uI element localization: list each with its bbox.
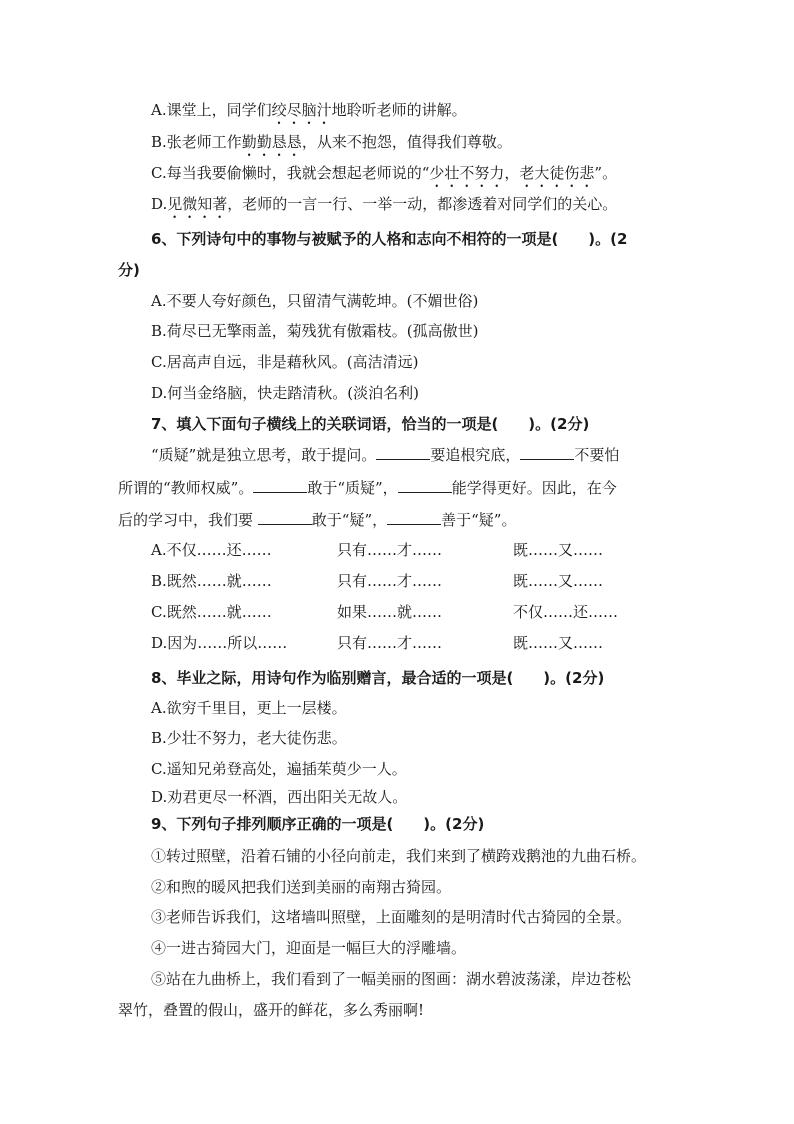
q7-option-c-col1: C.既然……就…… [151,603,272,621]
text: 善于“疑”。 [441,511,517,529]
q7-option-a-col1: A.不仅……还…… [151,541,272,559]
q6-option-c: C.居高声自远，非是藉秋风。(高洁清远) [151,353,419,371]
answer-blank [398,478,452,493]
text: 能学得更好。因此，在今 [451,479,617,497]
dotted-text: 见微知著 [167,195,228,213]
q7-option-c-col3: 不仅……还…… [513,603,619,621]
q7-option-a-col3: 既……又…… [513,541,604,559]
dotted-text: 勤勤恳恳 [241,133,302,151]
text: ，老师的一言一行、一举一动，都渗透着对同学们的关心。 [227,195,618,213]
text: 地聆听老师的讲解。 [331,101,467,119]
q5-option-a [151,100,467,128]
q9-stem: 9、下列句子排列顺序正确的一项是( )。(2分) [151,815,485,833]
q6-stem: 6、下列诗句中的事物与被赋予的人格和志向不相符的一项是( )。(2 [151,230,628,248]
dotted-text: 绞尽脑汁 [271,101,332,119]
q7-option-d-col2: 只有……才…… [337,634,443,652]
text: ”。 [594,164,618,182]
q7-option-d-col3: 既……又…… [513,634,604,652]
text: 不要怕 [574,446,620,464]
q7-option-b-col1: B.既然……就…… [151,572,272,590]
answer-blank [387,510,441,525]
q7-passage-line2 [118,478,617,498]
text: 要追根究底， [430,446,521,464]
q9-sentence-2: ②和煦的暖风把我们送到美丽的南翔古猗园。 [151,878,452,896]
text: B.张老师工作 [151,133,242,151]
text: C.每当我要偷懒时，我就会想起老师说的“ [151,164,430,182]
q7-option-b-col3: 既……又…… [513,572,604,590]
text: “质疑”就是独立思考，敢于提问。 [151,446,377,464]
q9-sentence-1: ①转过照壁，沿着石铺的小径向前走，我们来到了横跨戏鹅池的九曲石桥。 [151,847,647,865]
q9-sentence-5-cont: 翠竹，叠置的假山，盛开的鲜花，多么秀丽啊! [118,1001,425,1019]
q7-passage-line1 [151,445,619,465]
q7-stem: 7、填入下面句子横线上的关联词语，恰当的一项是( )。(2分) [151,415,590,433]
q8-option-a: A.欲穷千里目，更上一层楼。 [151,699,347,717]
q7-option-a-col2: 只有……才…… [337,541,443,559]
q6-option-b: B.荷尽已无擎雨盖，菊残犹有傲霜枝。(孤高傲世) [151,322,479,340]
q8-option-c: C.遥知兄弟登高处，遍插茱萸少一人。 [151,760,407,778]
answer-blank [253,478,307,493]
q6-option-d: D.何当金络脑，快走踏清秋。(淡泊名利) [151,384,419,402]
answer-blank [376,445,430,460]
dotted-text: 少壮不努力，老大徒伤悲 [429,164,595,182]
answer-blank [520,445,574,460]
q7-option-d-col1: D.因为……所以…… [151,634,288,652]
text: 所谓的“教师权威”。 [118,479,254,497]
q8-stem: 8、毕业之际，用诗句作为临别赠言，最合适的一项是( )。(2分) [151,669,605,687]
q5-option-c [151,163,617,191]
q5-option-d [151,194,617,222]
text: A.课堂上，同学们 [151,101,272,119]
q9-sentence-4: ④一进古猗园大门，迎面是一幅巨大的浮雕墙。 [151,939,467,957]
text: 敢于“疑”， [311,511,388,529]
text: 敢于“质疑”， [307,479,398,497]
answer-blank [258,510,312,525]
q8-option-b: B.少壮不努力，老大徒伤悲。 [151,729,347,747]
text: ，从来不抱怨，值得我们尊敬。 [301,133,512,151]
q9-sentence-5: ⑤站在九曲桥上，我们看到了一幅美丽的图画：湖水碧波荡漾，岸边苍松 [151,970,632,988]
q7-option-c-col2: 如果……就…… [337,603,443,621]
q7-option-b-col2: 只有……才…… [337,572,443,590]
q7-passage-line3 [118,510,516,530]
text: 后的学习中，我们要 [118,511,258,529]
q9-sentence-3: ③老师告诉我们，这堵墙叫照壁，上面雕刻的是明清时代古猗园的全景。 [151,908,632,926]
q8-option-d: D.劝君更尽一杯酒，西出阳关无故人。 [151,788,408,806]
q6-stem-cont: 分) [118,261,140,279]
q5-option-b [151,132,512,160]
q6-option-a: A.不要人夸好颜色，只留清气满乾坤。(不媚世俗) [151,292,479,310]
text: D. [151,195,168,213]
